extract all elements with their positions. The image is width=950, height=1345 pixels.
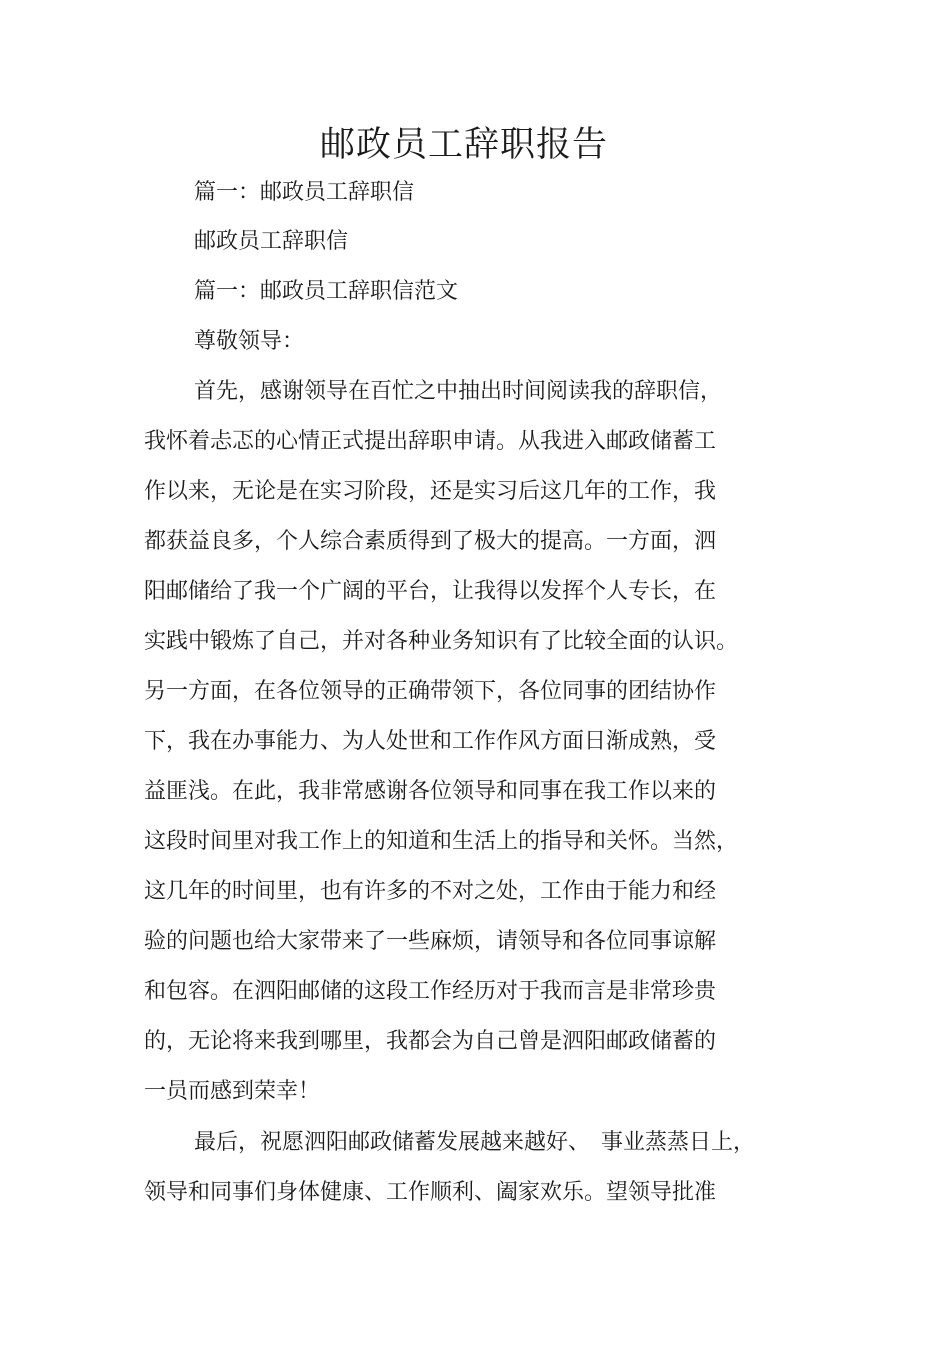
heading-line: 篇一：邮政员工辞职信范文: [194, 279, 459, 304]
paragraph-line: 益匪浅。在此，我非常感谢各位领导和同事在我工作以来的: [144, 779, 717, 804]
paragraph-line: 首先，感谢领导在百忙之中抽出时间阅读我的辞职信，: [194, 379, 723, 404]
paragraph-line: 和包容。在泗阳邮储的这段工作经历对于我而言是非常珍贵: [144, 979, 717, 1004]
paragraph-line: 实践中锻炼了自己，并对各种业务知识有了比较全面的认识。: [144, 629, 739, 654]
paragraph-line: 都获益良多，个人综合素质得到了极大的提高。一方面，泗: [144, 529, 717, 554]
paragraph-line: 领导和同事们身体健康、工作顺利、阖家欢乐。望领导批准: [144, 1180, 717, 1205]
paragraph-line: 我怀着忐忑的心情正式提出辞职申请。从我进入邮政储蓄工: [144, 429, 717, 454]
paragraph-line: 阳邮储给了我一个广阔的平台，让我得以发挥个人专长，在: [144, 579, 717, 604]
salutation: 尊敬领导：: [194, 329, 305, 354]
heading-line: 邮政员工辞职信: [194, 229, 349, 254]
document-title: 邮政员工辞职报告: [319, 125, 608, 165]
paragraph-line: 这段时间里对我工作上的知道和生活上的指导和关怀。当然，: [144, 829, 739, 854]
paragraph-line: 最后，祝愿泗阳邮政储蓄发展越来越好、 事业蒸蒸日上，: [194, 1130, 756, 1155]
paragraph-line: 验的问题也给大家带来了一些麻烦，请领导和各位同事谅解: [144, 929, 717, 954]
paragraph-line: 作以来，无论是在实习阶段，还是实习后这几年的工作，我: [144, 479, 717, 504]
heading-line: 篇一：邮政员工辞职信: [194, 180, 415, 205]
paragraph-line: 另一方面，在各位领导的正确带领下，各位同事的团结协作: [144, 679, 717, 704]
paragraph-line: 下，我在办事能力、为人处世和工作作风方面日渐成熟，受: [144, 729, 717, 754]
paragraph-line: 的，无论将来我到哪里，我都会为自己曾是泗阳邮政储蓄的: [144, 1029, 717, 1054]
paragraph-line: 一员而感到荣幸！: [144, 1079, 321, 1104]
paragraph-line: 这几年的时间里，也有许多的不对之处，工作由于能力和经: [144, 879, 717, 904]
